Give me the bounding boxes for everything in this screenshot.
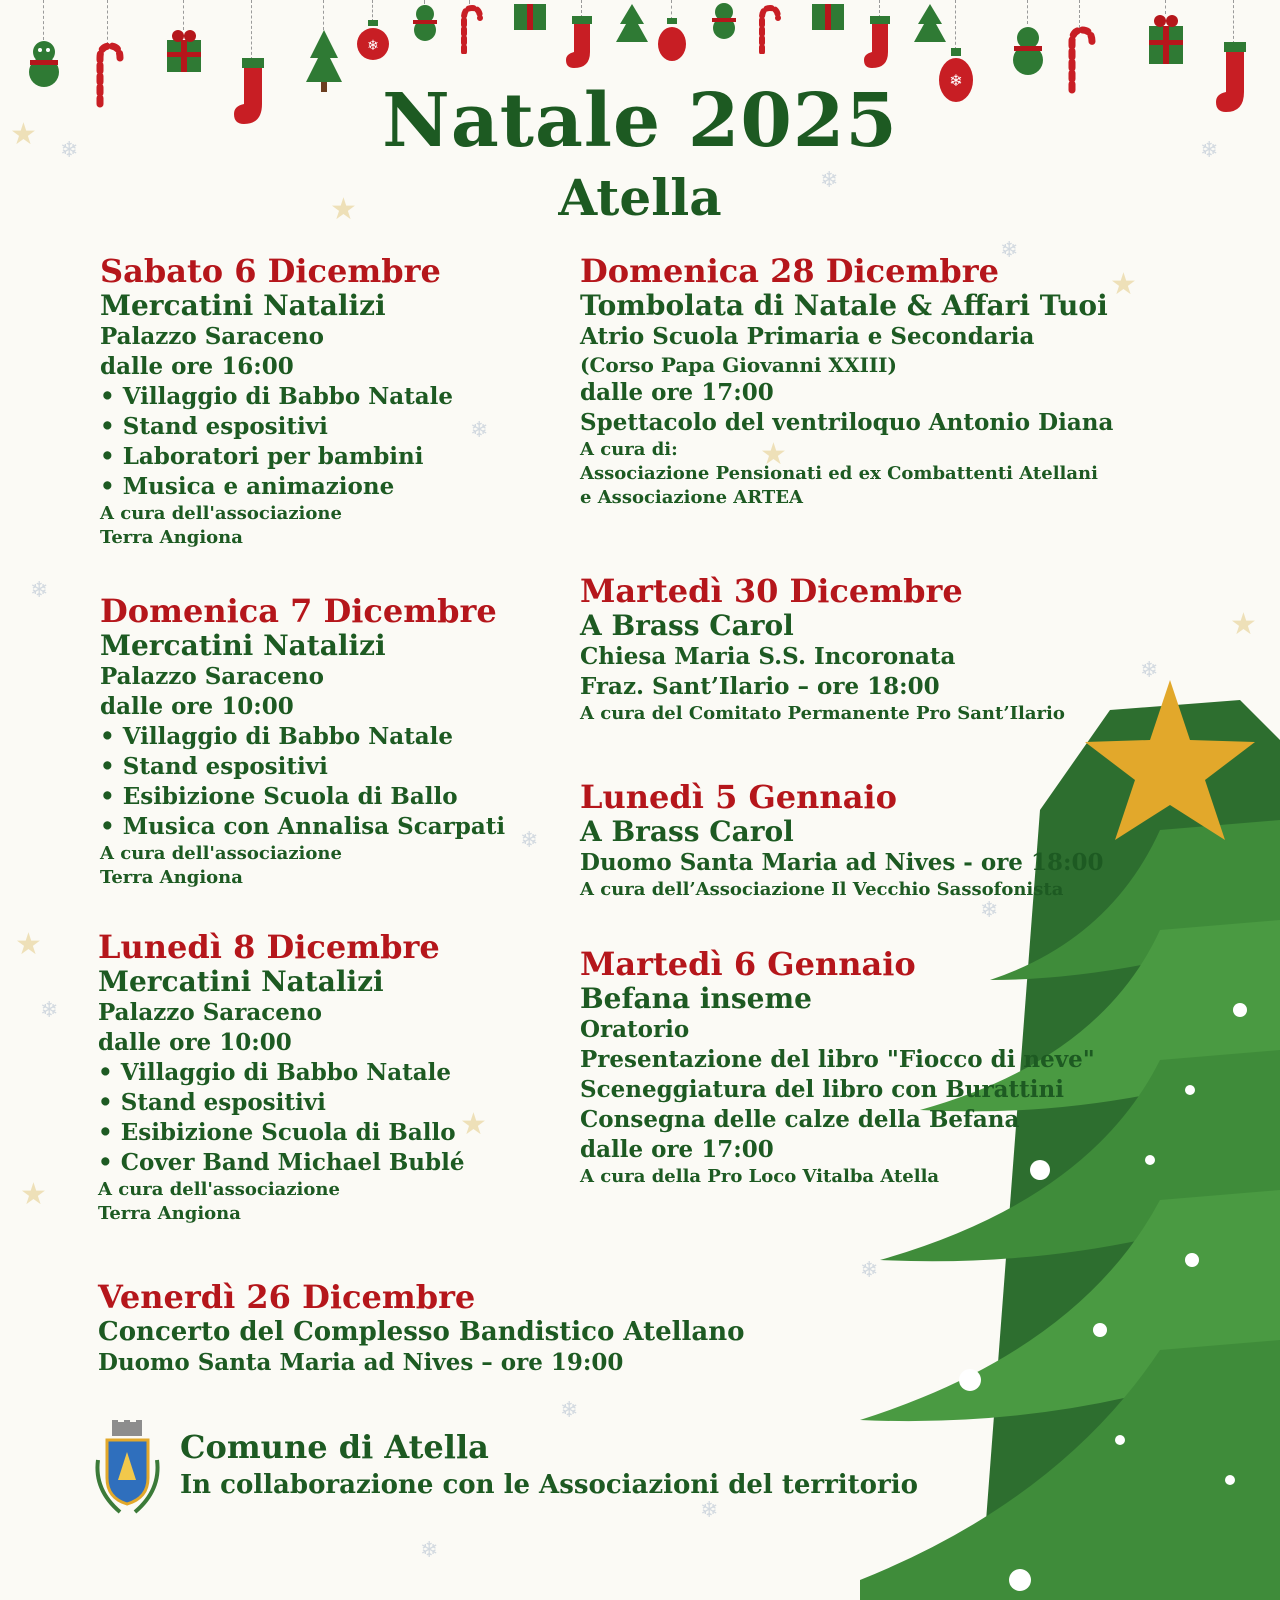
event-organizer: A cura di: (580, 439, 678, 460)
event-name: A Brass Carol (580, 815, 794, 848)
event-address: (Corso Papa Giovanni XXIII) (580, 353, 897, 377)
event-time: dalle ore 10:00 (100, 693, 294, 720)
snowflake-icon: ❄ (60, 138, 79, 163)
svg-text:❄: ❄ (949, 71, 963, 90)
event-organizer-name: Terra Angiona (100, 527, 243, 548)
event-place: Palazzo Saraceno (100, 323, 324, 350)
snowflake-icon: ❄ (520, 828, 539, 853)
event-place: Duomo Santa Maria ad Nives – ore 19:00 (98, 1349, 624, 1376)
event-name: Mercatini Natalizi (100, 629, 386, 662)
list-item: • Villaggio di Babbo Natale (100, 382, 453, 412)
event-activities (100, 382, 453, 502)
event-time: dalle ore 16:00 (100, 353, 294, 380)
event-place: Duomo Santa Maria ad Nives - ore 18:00 (580, 849, 1104, 876)
event-program-line: Consegna delle calze della Befana (580, 1106, 1020, 1133)
list-item: • Stand espositivi (100, 752, 505, 782)
snowflake-icon: ❄ (1000, 238, 1019, 263)
event-date: Martedì 30 Dicembre (580, 572, 963, 610)
event-martedi-6-gennaio (580, 945, 1095, 1189)
event-name: A Brass Carol (580, 609, 794, 642)
event-name: Concerto del Complesso Bandistico Atellano (98, 1317, 745, 1347)
event-organizer-name: Terra Angiona (100, 867, 243, 888)
event-organizer: A cura dell'associazione (100, 503, 342, 524)
event-organizer: A cura della Pro Loco Vitalba Atella (580, 1166, 940, 1187)
event-domenica-7-dicembre (100, 592, 505, 890)
list-item: • Villaggio di Babbo Natale (98, 1058, 464, 1088)
snowflake-icon: ❄ (1200, 138, 1219, 163)
event-organizer: A cura dell’Associazione Il Vecchio Sassofonista (580, 879, 1064, 900)
star-icon: ★ (1110, 267, 1137, 302)
snowflake-icon: ❄ (1140, 658, 1159, 683)
star-icon: ★ (15, 927, 42, 962)
list-item: • Esibizione Scuola di Ballo (100, 782, 505, 812)
list-item: • Musica e animazione (100, 472, 453, 502)
snowflake-icon: ❄ (820, 168, 839, 193)
event-date: Martedì 6 Gennaio (580, 945, 916, 983)
town-crest-icon (90, 1420, 165, 1520)
event-date: Lunedì 8 Dicembre (98, 928, 440, 966)
event-date: Domenica 7 Dicembre (100, 592, 497, 630)
event-name: Tombolata di Natale & Affari Tuoi (580, 289, 1108, 322)
event-time: dalle ore 17:00 (580, 379, 774, 406)
footer-subtitle: In collaborazione con le Associazioni del territorio (180, 1470, 918, 1500)
snowflake-icon: ❄ (420, 1538, 439, 1563)
snowflake-icon: ❄ (700, 1498, 719, 1523)
event-name: Mercatini Natalizi (98, 965, 384, 998)
snowflake-icon: ❄ (470, 418, 489, 443)
event-place: Oratorio (580, 1016, 690, 1043)
snowflake-icon: ❄ (860, 1258, 879, 1283)
event-date: Lunedì 5 Gennaio (580, 778, 897, 816)
event-organizer-name: Terra Angiona (98, 1203, 241, 1224)
event-activities (100, 722, 505, 842)
event-name: Mercatini Natalizi (100, 289, 386, 322)
event-place: Palazzo Saraceno (98, 999, 322, 1026)
star-icon: ★ (10, 117, 37, 152)
event-date: Venerdì 26 Dicembre (98, 1278, 476, 1316)
event-organizer: A cura del Comitato Permanente Pro Sant’Ilario (580, 703, 1065, 724)
star-icon: ★ (20, 1177, 47, 1212)
event-time: dalle ore 10:00 (98, 1029, 292, 1056)
list-item: • Musica con Annalisa Scarpati (100, 812, 505, 842)
event-date: Sabato 6 Dicembre (100, 252, 441, 290)
event-domenica-28-dicembre (580, 252, 1113, 510)
event-name: Befana inseme (580, 982, 812, 1015)
star-icon: ★ (1230, 607, 1257, 642)
event-program-line: Sceneggiatura del libro con Burattini (580, 1076, 1064, 1103)
event-organizer-name: e Associazione ARTEA (580, 487, 803, 508)
event-date: Domenica 28 Dicembre (580, 252, 999, 290)
event-place: Chiesa Maria S.S. Incoronata (580, 643, 956, 670)
snowflake-icon: ❄ (980, 898, 999, 923)
event-place: Palazzo Saraceno (100, 663, 324, 690)
event-organizer: A cura dell'associazione (100, 843, 342, 864)
event-lunedi-8-dicembre (98, 928, 464, 1226)
star-icon: ★ (330, 192, 357, 227)
list-item: • Laboratori per bambini (100, 442, 453, 472)
event-place: Atrio Scuola Primaria e Secondaria (580, 323, 1035, 350)
star-icon: ★ (460, 1107, 487, 1142)
footer-title: Comune di Atella (180, 1428, 489, 1466)
event-extra: Spettacolo del ventriloquo Antonio Diana (580, 409, 1114, 436)
list-item: • Cover Band Michael Bublé (98, 1148, 464, 1178)
snowflake-icon: ❄ (560, 1398, 579, 1423)
event-organizer: A cura dell'associazione (98, 1179, 340, 1200)
event-program-line: Presentazione del libro "Fiocco di neve" (580, 1046, 1095, 1073)
page-title: Natale 2025 (382, 78, 898, 164)
event-time: dalle ore 17:00 (580, 1136, 774, 1163)
event-activities (98, 1058, 464, 1178)
list-item: • Esibizione Scuola di Ballo (98, 1118, 464, 1148)
snowflake-icon: ❄ (40, 998, 59, 1023)
list-item: • Villaggio di Babbo Natale (100, 722, 505, 752)
list-item: • Stand espositivi (100, 412, 453, 442)
event-time: Fraz. Sant’Ilario – ore 18:00 (580, 673, 940, 700)
page-subtitle: Atella (558, 168, 722, 227)
event-lunedi-5-gennaio (580, 778, 1103, 902)
event-martedi-30-dicembre (580, 572, 1065, 726)
footer (90, 1420, 990, 1523)
event-venerdi-26-dicembre (98, 1278, 745, 1378)
star-icon: ★ (760, 437, 787, 472)
svg-text:❄: ❄ (367, 38, 379, 54)
snowflake-icon: ❄ (30, 578, 49, 603)
list-item: • Stand espositivi (98, 1088, 464, 1118)
event-sabato-6-dicembre (100, 252, 453, 550)
event-organizer-name: Associazione Pensionati ed ex Combattenti Atellani (580, 463, 1098, 484)
